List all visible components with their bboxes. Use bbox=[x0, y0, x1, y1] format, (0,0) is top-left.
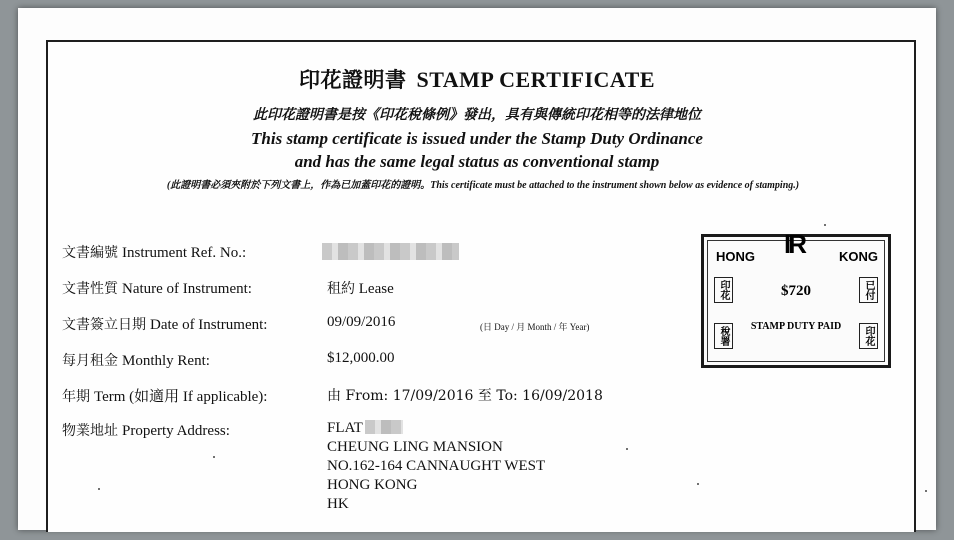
nature-label-en: Nature of Instrument: bbox=[122, 281, 252, 297]
rent-label bbox=[62, 350, 210, 370]
address-value bbox=[327, 418, 545, 514]
subtitle-en-line-2: and has the same legal status as conventional stamp bbox=[294, 152, 660, 171]
address-label-zh: 物業地址 bbox=[62, 423, 118, 439]
scan-speck bbox=[824, 224, 826, 226]
attachment-note: (此證明書必須夾附於下列文書上，作為已加蓋印花的證明。This certificate must be attached to the instrument shown below as evidence of stamping.) bbox=[166, 180, 800, 191]
rent-label-en: Monthly Rent: bbox=[122, 353, 210, 369]
certificate-title bbox=[0, 64, 954, 94]
rent-label-zh: 每月租金 bbox=[62, 353, 118, 369]
stamp-side-left-top: 印花 bbox=[714, 277, 733, 303]
address-line: HONG KONG bbox=[327, 477, 418, 493]
address-label-en: Property Address: bbox=[122, 423, 230, 439]
address-line: HK bbox=[327, 496, 349, 512]
ref-no-label-zh: 文書編號 bbox=[62, 245, 118, 261]
date-label-zh: 文書簽立日期 bbox=[62, 317, 146, 333]
term-label-zh: 年期 bbox=[62, 389, 90, 405]
stamp-amount: $720 bbox=[781, 283, 811, 299]
address-label bbox=[62, 420, 230, 440]
nature-value bbox=[327, 278, 394, 298]
date-format-hint: (日 Day / 月 Month / 年 Year) bbox=[480, 322, 590, 332]
title-en: STAMP CERTIFICATE bbox=[416, 67, 656, 92]
stamp-hong: HONG bbox=[716, 249, 755, 264]
scan-speck bbox=[213, 456, 215, 458]
date-label bbox=[62, 314, 267, 334]
ref-no-label bbox=[62, 242, 246, 262]
nature-value-en: Lease bbox=[358, 281, 394, 297]
date-label-en: Date of Instrument: bbox=[150, 317, 268, 333]
date-value: 09/09/2016 bbox=[327, 314, 396, 330]
term-value: 由 From: 17/09/2016 至 To: 16/09/2018 bbox=[327, 388, 603, 404]
stamp-duty-paid-stamp bbox=[701, 229, 891, 368]
term-label-en: Term (如適用 If applicable): bbox=[94, 389, 268, 405]
scan-speck bbox=[925, 490, 927, 492]
scan-speck bbox=[697, 483, 699, 485]
scan-speck bbox=[626, 448, 628, 450]
redacted-flat-no bbox=[365, 420, 403, 434]
nature-label-zh: 文書性質 bbox=[62, 281, 118, 297]
rent-value: $12,000.00 bbox=[327, 350, 395, 366]
nature-label bbox=[62, 278, 252, 298]
title-zh: 印花證明書 bbox=[298, 68, 407, 92]
scan-speck bbox=[98, 488, 100, 490]
stamp-side-right-bottom: 印花 bbox=[859, 323, 878, 349]
subtitle-en-line-1: This stamp certificate is issued under the Stamp Duty Ordinance bbox=[251, 129, 703, 148]
ird-logo-icon: IR bbox=[784, 229, 804, 259]
stamp-side-right-top: 已付 bbox=[859, 277, 878, 303]
address-line: CHEUNG LING MANSION bbox=[327, 439, 503, 455]
subtitle-zh: 此印花證明書是按《印花稅條例》發出，具有與傳統印花相等的法律地位 bbox=[253, 107, 701, 123]
redacted-ref-no bbox=[322, 243, 459, 260]
ref-no-label-en: Instrument Ref. No.: bbox=[122, 245, 247, 261]
nature-value-zh: 租約 bbox=[327, 281, 355, 297]
stamp-side-left-bottom: 稅署 bbox=[714, 323, 733, 349]
address-line: NO.162-164 CANNAUGHT WEST bbox=[327, 458, 546, 474]
stamp-paid-text: STAMP DUTY PAID bbox=[750, 321, 842, 332]
address-line: FLAT bbox=[327, 418, 545, 438]
stamp-kong: KONG bbox=[839, 249, 878, 264]
term-label bbox=[62, 385, 267, 406]
